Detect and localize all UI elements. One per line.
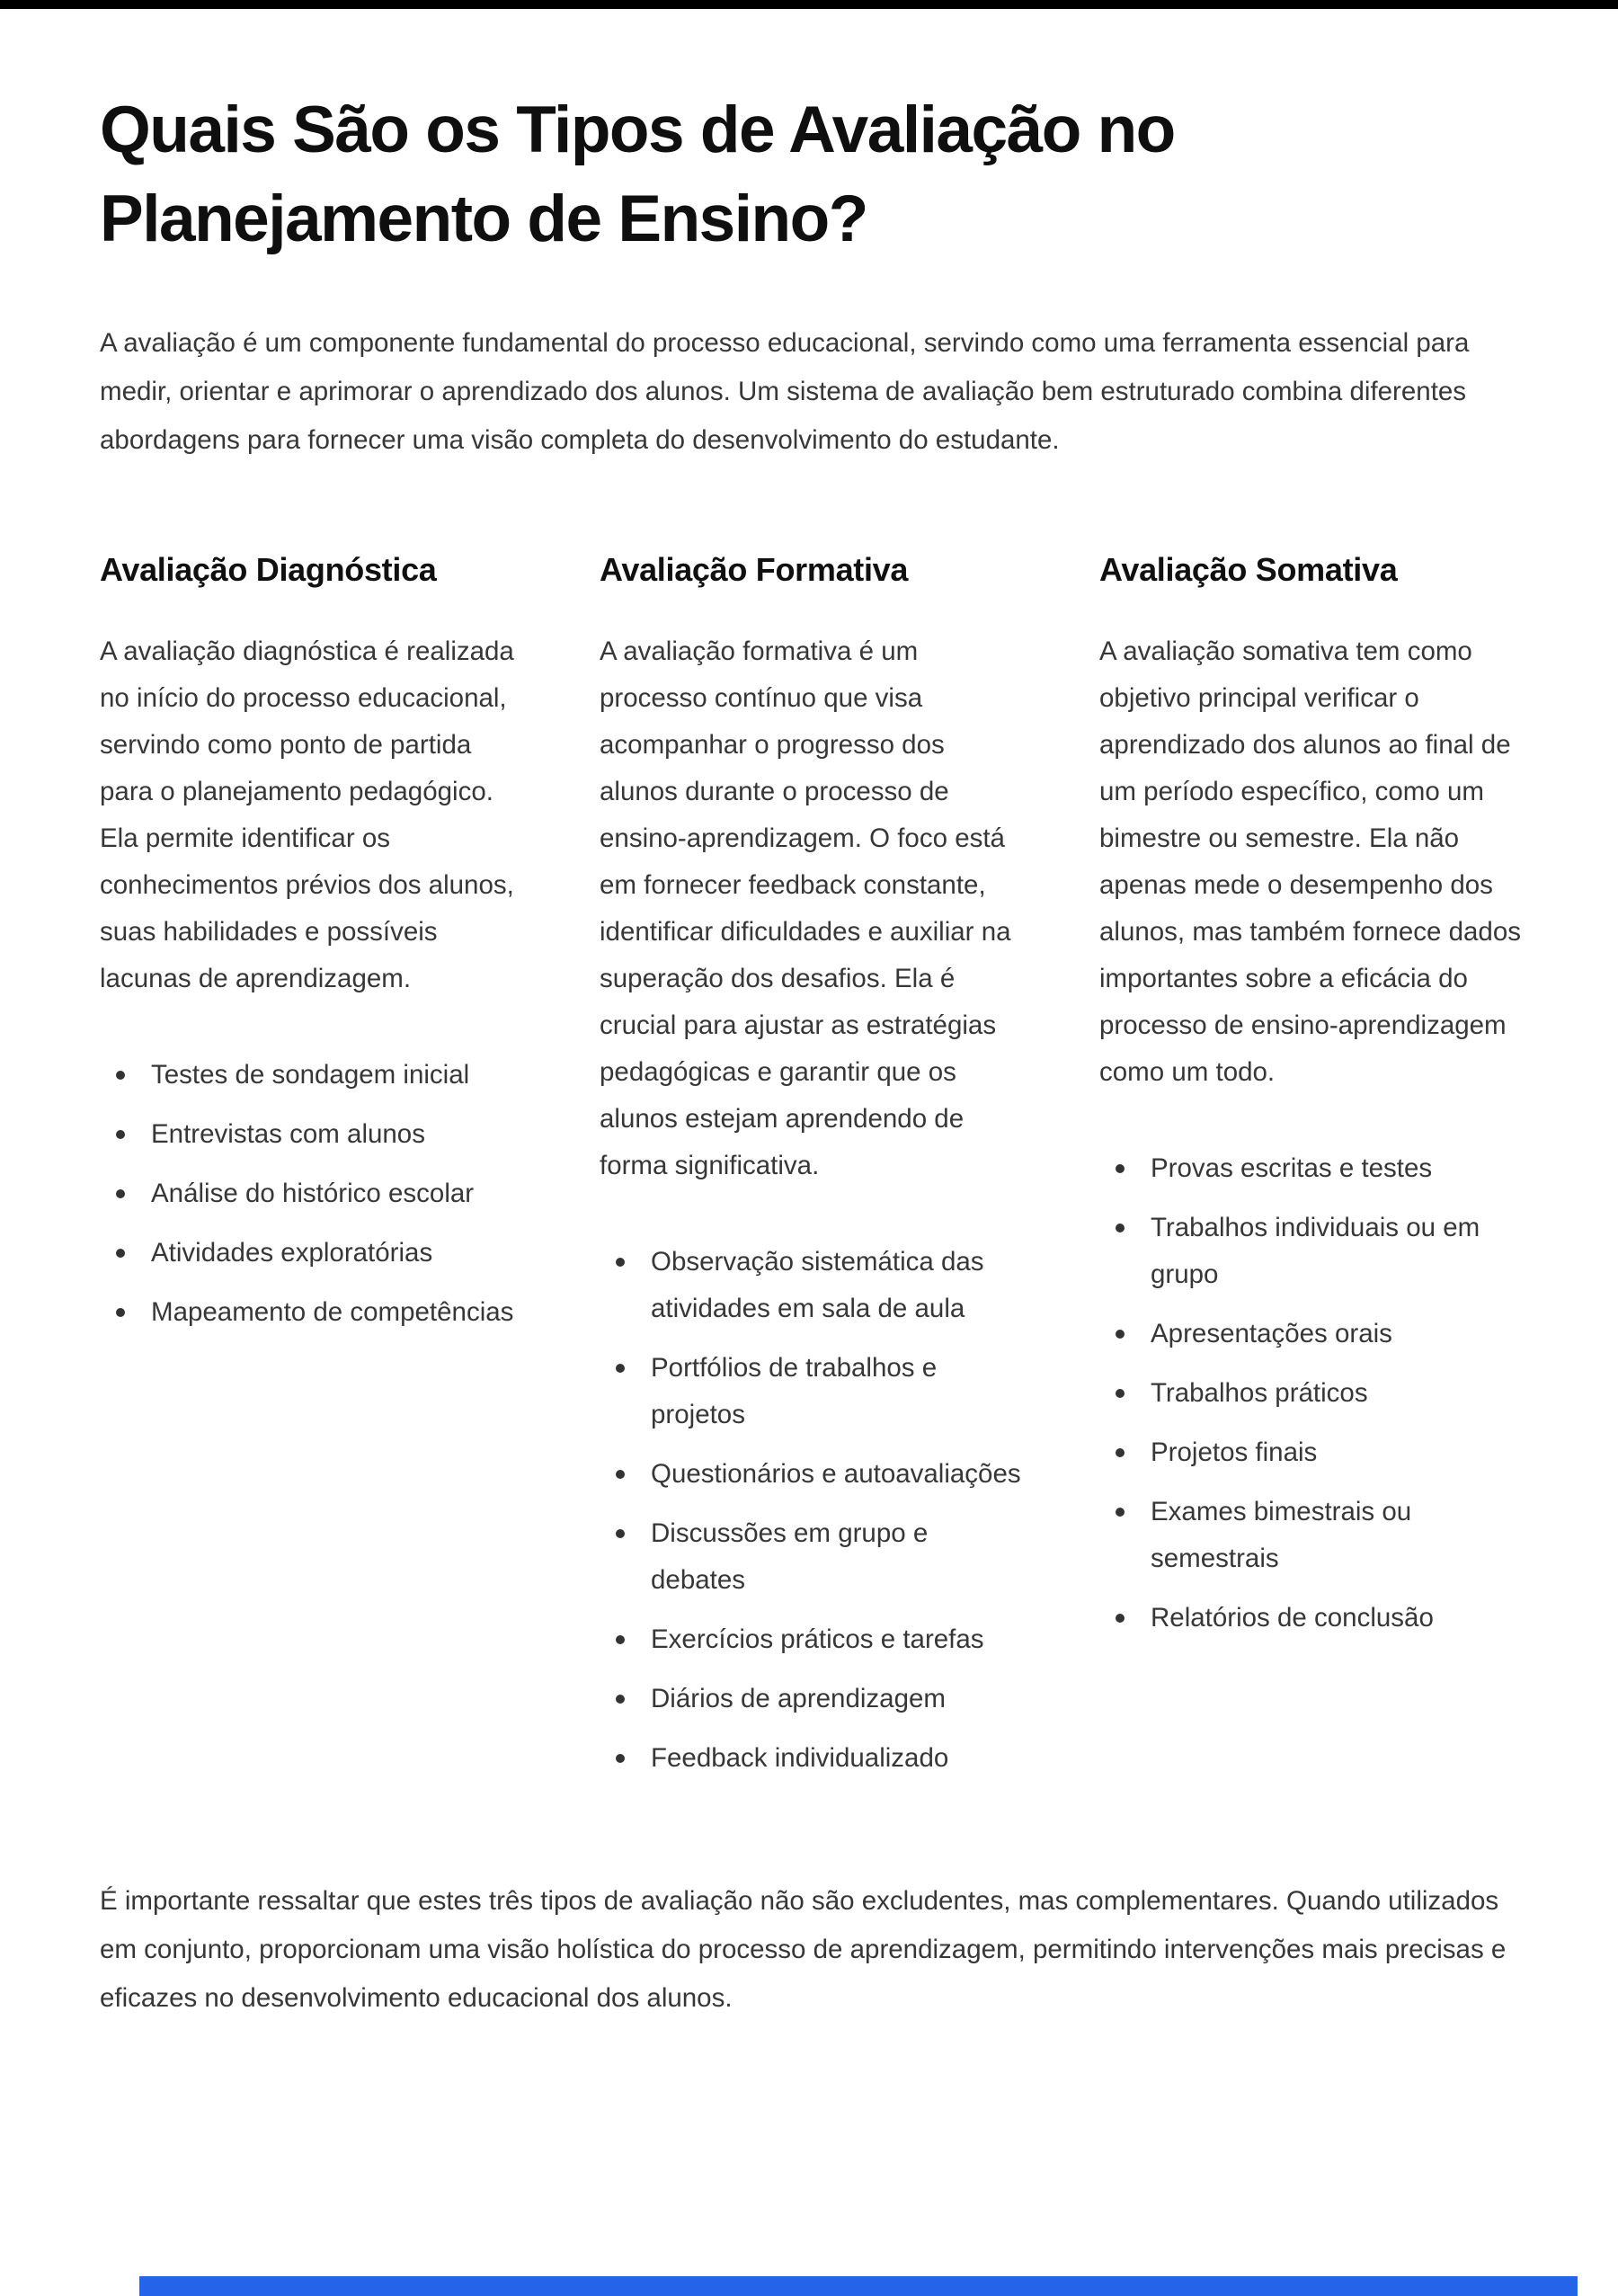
list-item: Testes de sondagem inicial (100, 1052, 522, 1099)
column-body-formativa: A avaliação formativa é um processo contínuo que visa acompanhar o progresso dos alunos durante o processo de ensino-aprendizagem. O foco está em fornecer feedback constante, identificar dificuldades e auxiliar na superação dos desafios. Ela é crucial para ajustar as estratégias pedagógicas e garantir que os alunos estejam aprendendo de forma significativa. (600, 636, 1011, 1181)
list-item: Atividades exploratórias (100, 1230, 522, 1277)
bullet-list-diagnostica (100, 1052, 522, 1336)
column-body-somativa: A avaliação somativa tem como objetivo principal verificar o aprendizado dos alunos ao final de um período específico, como um bimestre ou semestre. Ela não apenas mede o desempenho dos alunos, mas também fornece dados importantes sobre a eficácia do processo de ensino-aprendizagem como um todo. (1099, 636, 1521, 1088)
list-item: Trabalhos práticos (1099, 1370, 1522, 1417)
top-border-bar (0, 0, 1618, 9)
list-item: Portfólios de trabalhos e projetos (600, 1345, 1022, 1438)
list-item: Diários de aprendizagem (600, 1676, 1022, 1722)
list-item: Projetos finais (1099, 1429, 1522, 1476)
column-heading-diagnostica: Avaliação Diagnóstica (100, 551, 437, 589)
bullet-list-somativa (1099, 1145, 1522, 1642)
list-item: Entrevistas com alunos (100, 1111, 522, 1158)
list-item: Apresentações orais (1099, 1311, 1522, 1357)
document-content (100, 9, 1523, 2023)
list-item: Feedback individualizado (600, 1735, 1022, 1782)
column-avaliacao-somativa (1099, 551, 1522, 1794)
page-title: Quais São os Tipos de Avaliação no Planejamento de Ensino? (100, 93, 1175, 255)
column-body-diagnostica: A avaliação diagnóstica é realizada no início do processo educacional, servindo como ponto de partida para o planejamento pedagógico. Ela permite identificar os conhecimentos prévios dos alunos, suas habilidades e possíveis lacunas de aprendizagem. (100, 636, 514, 994)
list-item: Exercícios práticos e tarefas (600, 1616, 1022, 1663)
bullet-list-formativa (600, 1239, 1022, 1782)
bottom-accent-bar (139, 2276, 1578, 2296)
column-heading-formativa: Avaliação Formativa (600, 551, 909, 589)
columns-row (100, 551, 1523, 1794)
list-item: Questionários e autoavaliações (600, 1451, 1022, 1498)
list-item: Provas escritas e testes (1099, 1145, 1522, 1192)
list-item: Análise do histórico escolar (100, 1170, 522, 1217)
list-item: Mapeamento de competências (100, 1289, 522, 1336)
list-item: Relatórios de conclusão (1099, 1595, 1522, 1642)
list-item: Exames bimestrais ou semestrais (1099, 1489, 1522, 1582)
intro-paragraph: A avaliação é um componente fundamental do processo educacional, servindo como uma ferramenta essencial para medir, orientar e aprimorar o aprendizado dos alunos. Um sistema de avaliação bem estruturado combina diferentes abordagens para fornecer uma visão completa do desenvolvimento do estudante. (100, 328, 1470, 456)
column-avaliacao-formativa (600, 551, 1022, 1794)
closing-paragraph: É importante ressaltar que estes três tipos de avaliação não são excludentes, mas complementares. Quando utilizados em conjunto, proporcionam uma visão holística do processo de aprendizagem, permitindo intervenções mais precisas e eficazes no desenvolvimento educacional dos alunos. (100, 1886, 1507, 2014)
column-avaliacao-diagnostica (100, 551, 522, 1794)
list-item: Observação sistemática das atividades em sala de aula (600, 1239, 1022, 1332)
list-item: Discussões em grupo e debates (600, 1510, 1022, 1604)
column-heading-somativa: Avaliação Somativa (1099, 551, 1398, 589)
list-item: Trabalhos individuais ou em grupo (1099, 1205, 1522, 1298)
